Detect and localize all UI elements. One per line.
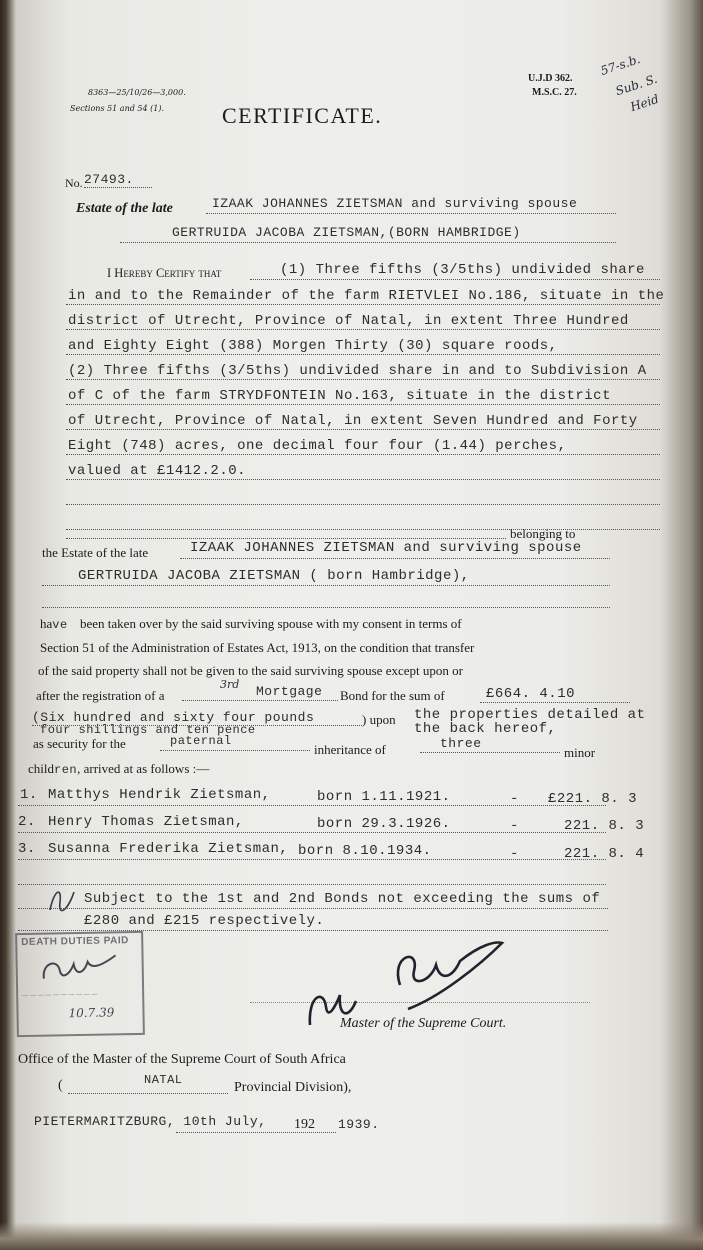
security-prefix: as security for the	[33, 736, 126, 751]
dotted-line	[420, 752, 560, 753]
amount-in-words: four shillings and ten pence	[40, 723, 256, 737]
dotted-line	[18, 884, 606, 885]
deceased-name-line: IZAAK JOHANNES ZIETSMAN and surviving spouse	[190, 540, 582, 556]
dotted-line	[18, 859, 606, 860]
estate-of-late-label: the Estate of the late	[42, 545, 149, 560]
property-line: of Utrecht, Province of Natal, in extent Seven Hundred and Forty	[68, 413, 638, 429]
dotted-line	[206, 213, 616, 214]
certificate-number: 27493.	[84, 172, 134, 187]
dotted-line	[66, 304, 660, 305]
margin-note: Heid	[628, 91, 661, 115]
child-name: Matthys Hendrik Zietsman,	[48, 787, 271, 803]
valuation-line: valued at £1412.2.0.	[68, 463, 247, 479]
child-name: Henry Thomas Zietsman,	[48, 814, 244, 830]
dotted-line	[66, 329, 660, 330]
condition-text: of the said property shall not be given to the said surviving spouse except upon or	[38, 663, 463, 678]
child-amount: 221. 8. 3	[564, 818, 645, 834]
dotted-line	[250, 279, 660, 280]
properties-note: the properties detailed at	[414, 707, 646, 723]
subject-line: £280 and £215 respectively.	[84, 913, 325, 929]
dash: -	[510, 818, 519, 834]
property-line: of C of the farm STRYDFONTEIN No.163, situate in the district	[68, 388, 611, 404]
inheritance-kind: paternal	[170, 734, 232, 748]
amount-in-words: (Six hundred and sixty four pounds	[32, 710, 315, 725]
child-birthdate: born 29.3.1926.	[317, 816, 451, 832]
stamp-signature	[35, 949, 126, 991]
typed-year: 1939.	[338, 1117, 380, 1132]
registration-prefix: after the registration of a	[36, 688, 165, 703]
sections-reference: Sections 51 and 54 (1).	[70, 104, 164, 113]
children-line: children, arrived at as follows :—	[28, 761, 210, 777]
dotted-line	[84, 187, 152, 188]
place-date: PIETERMARITZBURG, 10th July,	[34, 1114, 267, 1129]
property-line: (1) Three fifths (3/5ths) undivided share	[280, 262, 645, 278]
stamp-decoration: — — — — — — — — — —	[22, 991, 98, 1000]
master-title: Master of the Supreme Court.	[340, 1016, 507, 1031]
belonging-to-label: belonging to	[510, 526, 576, 541]
subject-line: Subject to the 1st and 2nd Bonds not exceeding the sums of	[84, 891, 601, 907]
child-number: 1.	[20, 787, 38, 803]
dotted-line	[68, 1093, 228, 1094]
msc-code: M.S.C. 27.	[532, 87, 577, 98]
dotted-line	[42, 607, 610, 608]
upon-text: ) upon	[362, 712, 396, 727]
taken-over-text: been taken over by the said surviving spouse with my consent in terms of	[80, 616, 462, 631]
dotted-line	[42, 585, 610, 586]
dotted-line	[18, 805, 606, 806]
dotted-line	[66, 504, 660, 505]
mortgage-ordinal: 3rd	[220, 678, 240, 691]
ha-prefix: have	[40, 616, 68, 632]
office-line: Office of the Master of the Supreme Court of South Africa	[18, 1052, 346, 1067]
inheritance-of-label: inheritance of	[314, 742, 386, 757]
initials-annotation	[40, 880, 100, 920]
dotted-line	[176, 1132, 336, 1133]
spouse-name-line: GERTRUIDA JACOBA ZIETSMAN,(BORN HAMBRIDGE)	[172, 225, 521, 240]
bond-text: Bond for the sum of	[340, 688, 445, 703]
dotted-line	[480, 702, 630, 703]
child-birthdate: born 8.10.1934.	[298, 843, 432, 859]
spouse-name-line: GERTRUIDA JACOBA ZIETSMAN ( born Hambridge),	[78, 568, 470, 584]
child-birthdate: born 1.11.1921.	[317, 789, 451, 805]
dotted-line	[66, 404, 660, 405]
child-number: 3.	[18, 841, 36, 857]
property-line: (2) Three fifths (3/5ths) undivided share in and to Subdivision A	[68, 363, 647, 379]
margin-note: 57-s.b.	[598, 52, 642, 78]
dotted-line	[182, 700, 338, 701]
form-reference: 8363—25/10/26—3,000.	[88, 88, 186, 97]
mortgage-type: Mortgage	[256, 684, 323, 699]
bond-amount: £664. 4.10	[486, 686, 576, 702]
dotted-line	[66, 479, 660, 480]
property-line: district of Utrecht, Province of Natal, in extent Three Hundred	[68, 313, 629, 329]
dotted-line	[160, 750, 310, 751]
child-number: 2.	[18, 814, 36, 830]
certify-lead: I Hereby Certify that	[107, 266, 222, 280]
child-amount: 221. 8. 4	[564, 846, 645, 862]
properties-note: the back hereof,	[414, 721, 557, 737]
dotted-line	[66, 454, 660, 455]
deceased-name-line: IZAAK JOHANNES ZIETSMAN and surviving spouse	[212, 196, 578, 211]
property-line: and Eighty Eight (388) Morgen Thirty (30) square roods,	[68, 338, 558, 354]
dotted-line	[32, 725, 362, 726]
ujd-code: U.J.D 362.	[528, 73, 573, 84]
dash: -	[510, 846, 519, 862]
dotted-line	[120, 242, 616, 243]
property-line: Eight (748) acres, one decimal four four (1.44) perches,	[68, 438, 567, 454]
minor-count: three	[440, 736, 482, 751]
dotted-line	[66, 538, 506, 539]
stamp-date: 10.7.39	[68, 1005, 115, 1021]
printed-year: 192	[294, 1117, 315, 1132]
property-line: in and to the Remainder of the farm RIETVLEI No.186, situate in the	[68, 288, 665, 304]
section-text: Section 51 of the Administration of Estates Act, 1913, on the condition that transfer	[40, 640, 475, 655]
page-edge-shadow	[0, 1222, 703, 1250]
minor-label: minor	[564, 745, 596, 760]
child-name: Susanna Frederika Zietsman,	[48, 841, 289, 857]
dotted-line	[66, 429, 660, 430]
dotted-line	[180, 558, 610, 559]
child-amount: £221. 8. 3	[548, 791, 638, 807]
division-name: NATAL	[144, 1073, 183, 1087]
stamp-title: DEATH DUTIES PAID	[21, 935, 129, 949]
page-title: CERTIFICATE.	[222, 103, 383, 128]
division-close: Provincial Division),	[234, 1080, 352, 1095]
estate-label: Estate of the late	[76, 201, 173, 216]
dotted-line	[18, 832, 606, 833]
division-open: (	[58, 1078, 63, 1093]
dotted-line	[66, 379, 660, 380]
death-duties-stamp	[15, 931, 145, 1037]
certificate-number-label: No.	[65, 176, 83, 190]
dotted-line	[18, 908, 608, 909]
dotted-line	[66, 354, 660, 355]
margin-note: Sub. S.	[613, 71, 659, 99]
dash: -	[510, 791, 519, 807]
